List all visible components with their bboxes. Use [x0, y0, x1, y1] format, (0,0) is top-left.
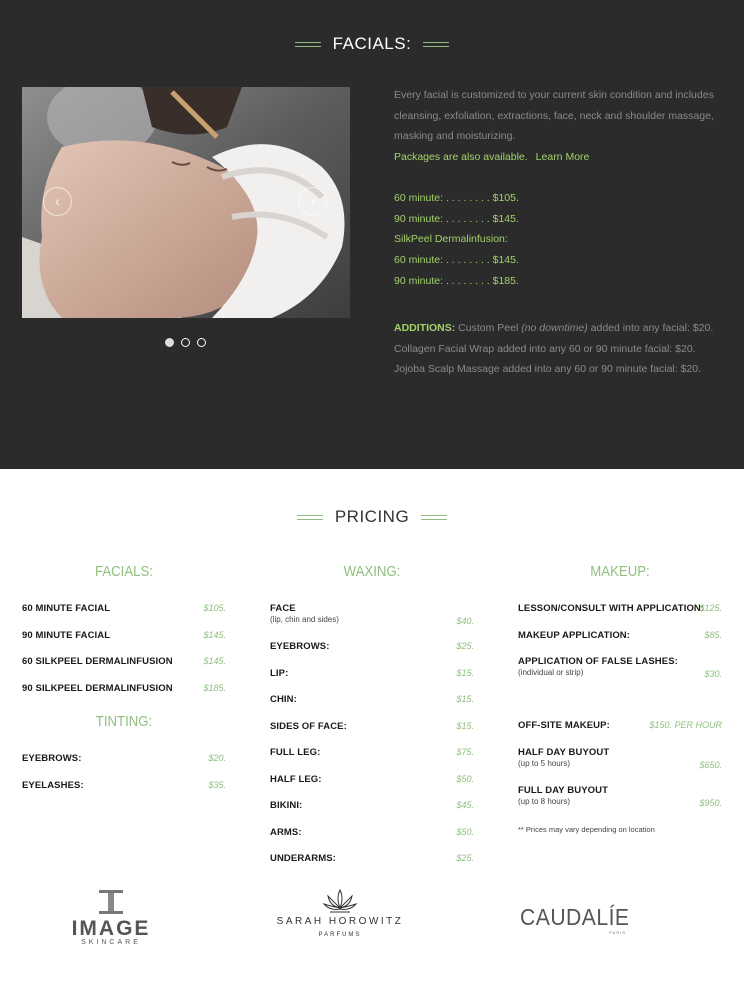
service-name: LESSON/CONSULT WITH APPLICATION: — [518, 603, 705, 614]
service-name: MAKEUP APPLICATION: — [518, 629, 631, 641]
price-row — [270, 853, 474, 880]
image-logo-subtext: SKINCARE — [81, 939, 141, 946]
chevron-left-icon: ‹ — [55, 193, 60, 210]
price-row — [518, 630, 722, 657]
service-price: $75. — [456, 747, 474, 757]
price-row — [518, 747, 722, 785]
learn-more-link[interactable]: Learn More — [535, 151, 590, 164]
image-logo-text: IMAGE — [71, 917, 151, 940]
service-name: EYELASHES: — [22, 779, 84, 791]
service-detail: (individual or strip) — [518, 668, 584, 677]
pricing-title: PRICING — [334, 507, 410, 526]
slider-prev-button[interactable] — [43, 187, 72, 216]
facials-description-text: Every facial is customized to your current skin condition and includes cleansing, exfoliation, extractions, face, neck and shoulder massage, masking and moisturizing. — [394, 89, 714, 143]
service-price: $15. — [456, 720, 474, 731]
facial-image-slider[interactable] — [22, 87, 350, 318]
service-price: $105. — [203, 603, 226, 613]
image-logo-mark-icon — [99, 890, 123, 914]
service-price: $30. — [704, 669, 722, 679]
additions-line1-post: added into any facial: $20. — [590, 322, 714, 334]
service-price: $85. — [704, 629, 722, 640]
service-price: $145. — [203, 629, 226, 640]
title-decoration-right — [421, 515, 447, 520]
price-row — [270, 603, 474, 641]
service-name: HALF DAY BUYOUT — [518, 746, 610, 758]
service-name: UNDERARMS: — [270, 853, 336, 864]
service-price: $50. — [456, 826, 474, 837]
service-price: $185. — [203, 682, 226, 693]
service-price: $20. — [208, 753, 226, 763]
service-detail: (up to 8 hours) — [518, 796, 571, 806]
service-detail: (up to 5 hours) — [518, 758, 571, 768]
service-name: EYEBROWS: — [270, 641, 330, 652]
makeup-heading: MAKEUP: — [590, 563, 650, 580]
price-row — [518, 656, 722, 720]
pricing-column-facials — [22, 563, 226, 806]
title-decoration-left — [297, 515, 323, 520]
service-price: $650. — [699, 759, 722, 770]
price-row — [22, 753, 226, 780]
service-price: $15. — [456, 694, 474, 704]
additions-line1-pre: Custom Peel — [458, 322, 519, 334]
service-name: APPLICATION OF FALSE LASHES: — [518, 656, 678, 667]
facials-heading: FACIALS: — [95, 563, 153, 580]
lotus-icon — [322, 888, 358, 914]
additions-line2: Collagen Facial Wrap added into any 60 or 90 minute facial: $20. — [394, 342, 696, 355]
service-name: EYEBROWS: — [22, 753, 82, 764]
slider-next-button[interactable] — [298, 187, 327, 216]
image-skincare-logo — [70, 890, 152, 946]
pricing-column-makeup — [518, 563, 722, 834]
price-row — [22, 683, 226, 710]
facials-section — [0, 0, 744, 469]
price-row — [270, 641, 474, 668]
price-line: 60 minute: . . . . . . . . $105. — [394, 192, 519, 204]
service-price: $145. — [203, 656, 226, 666]
service-price: $950. — [699, 797, 722, 808]
tinting-heading: TINTING: — [95, 713, 153, 730]
additions-label: ADDITIONS: — [394, 322, 456, 334]
slider-dot-3[interactable] — [197, 338, 206, 347]
slider-pagination — [165, 338, 206, 347]
service-detail: (lip, chin and sides) — [270, 615, 339, 624]
service-price: $25. — [456, 853, 474, 863]
pricing-column-waxing — [270, 563, 474, 880]
price-row — [518, 785, 722, 823]
service-name: 60 SILKPEEL DERMALINFUSION — [22, 656, 173, 667]
facials-price-list — [394, 188, 519, 292]
price-row — [270, 694, 474, 721]
price-row — [518, 720, 722, 747]
facial-additions — [394, 318, 734, 380]
sarah-logo-subtext: PARFUMS — [318, 932, 362, 938]
facials-description — [394, 85, 724, 168]
additions-line3: Jojoba Scalp Massage added into any 60 or 90 minute facial: $20. — [394, 363, 702, 376]
title-decoration-left — [295, 42, 321, 47]
caudalie-logo-subtext: PARIS — [609, 930, 626, 935]
service-price: $45. — [456, 800, 474, 810]
service-name: 90 MINUTE FACIAL — [22, 629, 111, 641]
price-row — [270, 827, 474, 854]
price-line: 90 minute: . . . . . . . . $145. — [394, 212, 519, 225]
service-price: $35. — [208, 779, 226, 790]
service-price: $25. — [456, 641, 474, 651]
price-row — [22, 780, 226, 807]
service-price: $40. — [456, 616, 474, 626]
sarah-logo-text: SARAH HOROWITZ — [276, 916, 404, 927]
price-line: SilkPeel Dermalinfusion: — [394, 233, 508, 246]
price-row — [22, 656, 226, 683]
waxing-heading: WAXING: — [343, 563, 401, 580]
service-name: ARMS: — [270, 826, 302, 838]
price-row — [270, 774, 474, 801]
service-name: BIKINI: — [270, 800, 303, 811]
price-row — [270, 747, 474, 774]
additions-line1-italic: (no downtime) — [521, 322, 588, 334]
price-row — [518, 603, 722, 630]
service-price: $15. — [456, 667, 474, 678]
service-name: 60 MINUTE FACIAL — [22, 603, 111, 614]
service-price: $50. — [456, 773, 474, 784]
facials-title: FACIALS: — [332, 34, 412, 53]
slider-dot-1[interactable] — [165, 338, 174, 347]
service-name: LIP: — [270, 667, 289, 679]
packages-text: Packages are also available. — [394, 151, 528, 164]
price-line: 60 minute: . . . . . . . . $145. — [394, 254, 519, 267]
slider-dot-2[interactable] — [181, 338, 190, 347]
price-row — [22, 603, 226, 630]
price-line: 90 minute: . . . . . . . . $185. — [394, 274, 519, 287]
title-decoration-right — [423, 42, 449, 47]
price-row — [22, 630, 226, 657]
price-row — [270, 668, 474, 695]
service-name: FACE — [270, 603, 296, 614]
chevron-right-icon: › — [310, 193, 315, 210]
price-row — [270, 721, 474, 748]
facials-section-title — [0, 34, 744, 54]
service-name: OFF-SITE MAKEUP: — [518, 720, 610, 731]
price-row — [270, 800, 474, 827]
service-name: FULL LEG: — [270, 747, 321, 758]
pricing-note: ** Prices may vary depending on location — [518, 824, 655, 834]
service-name: 90 SILKPEEL DERMALINFUSION — [22, 682, 173, 694]
caudalie-logo-text: CAUDALÍE — [520, 904, 630, 930]
service-name: FULL DAY BUYOUT — [518, 784, 609, 796]
pricing-section-title — [0, 507, 744, 527]
service-name: CHIN: — [270, 694, 297, 705]
sarah-horowitz-logo — [270, 888, 410, 938]
service-price: $150. PER HOUR — [649, 720, 722, 730]
service-name: HALF LEG: — [270, 773, 322, 785]
caudalie-logo — [520, 904, 630, 935]
service-price: $125. — [699, 603, 722, 613]
service-name: SIDES OF FACE: — [270, 720, 347, 732]
